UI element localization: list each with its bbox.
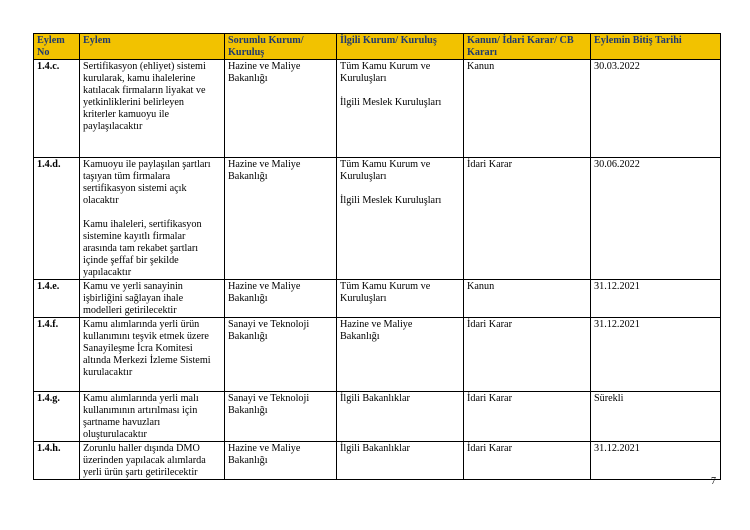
- table-header-row: [34, 34, 721, 60]
- cell-ilgili-kurum: [337, 318, 464, 392]
- cell-ilgili-kurum: [337, 280, 464, 318]
- cell-text-line: yetkinliklerini belirleyen: [83, 97, 184, 108]
- cell-text-line: Tüm Kamu Kurum ve: [340, 281, 431, 292]
- cell-text-line: taşıyan tüm firmalara: [83, 171, 171, 182]
- cell-sorumlu-kurum: [225, 60, 337, 158]
- table-row: [34, 392, 721, 442]
- cell-text: 1.4.d.: [37, 159, 61, 170]
- cell-text: 1.4.e.: [37, 281, 60, 292]
- cell-ilgili-kurum: [337, 392, 464, 442]
- cell-ilgili-kurum: [337, 60, 464, 158]
- cell-text-line: Sertifikasyon (ehliyet) sistemi: [83, 61, 206, 72]
- page-number: 7: [711, 476, 716, 487]
- cell-eylem-no: [34, 392, 80, 442]
- cell-text-line: modelleri getirilecektir: [83, 305, 177, 316]
- cell-text-line: İdari Karar: [467, 159, 512, 170]
- cell-text-line: Tüm Kamu Kurum ve: [340, 159, 431, 170]
- cell-text-line: Hazine ve Maliye: [228, 443, 301, 454]
- cell-text-line: Bakanlığı: [228, 171, 268, 182]
- cell-text-line: Hazine ve Maliye: [228, 61, 301, 72]
- cell-text-line: İdari Karar: [467, 393, 512, 404]
- cell-text: 1.4.f.: [37, 319, 59, 330]
- cell-text-line: İlgili Meslek Kuruluşları: [340, 195, 442, 206]
- cell-text-line: Bakanlığı: [228, 331, 268, 342]
- cell-text-line: Bakanlığı: [340, 331, 380, 342]
- cell-text-line: üzerinden yapılacak alımlarda: [83, 455, 206, 466]
- cell-eylem-no: [34, 318, 80, 392]
- cell-kanun-karar: [464, 60, 591, 158]
- cell-text-line: katılacak firmaların liyakat ve: [83, 85, 206, 96]
- cell-text-line: Bakanlığı: [228, 455, 268, 466]
- cell-text: 31.12.2021: [594, 281, 640, 292]
- cell-text-line: Sanayileşme İcra Komitesi: [83, 343, 193, 354]
- cell-text-line: Kamu ihaleleri, sertifikasyon: [83, 219, 202, 230]
- cell-sorumlu-kurum: [225, 442, 337, 480]
- cell-sorumlu-kurum: [225, 318, 337, 392]
- cell-bitis-tarihi: [591, 60, 721, 158]
- cell-eylem: [80, 442, 225, 480]
- cell-text-line: İdari Karar: [467, 443, 512, 454]
- cell-text-line: Kuruluşları: [340, 293, 387, 304]
- table-row: [34, 318, 721, 392]
- cell-ilgili-kurum: [337, 158, 464, 280]
- cell-bitis-tarihi: [591, 442, 721, 480]
- cell-text-line: Bakanlığı: [228, 73, 268, 84]
- cell-text-line: içinde şeffaf bir şekilde: [83, 255, 179, 266]
- cell-text-line: Kamu ve yerli sanayinin: [83, 281, 183, 292]
- cell-text-line: İdari Karar: [467, 319, 512, 330]
- cell-text-line: sertifikasyon sistemi açık: [83, 183, 187, 194]
- cell-text-line: Hazine ve Maliye: [228, 281, 301, 292]
- cell-text-line: işbirliğini sağlayan ihale: [83, 293, 184, 304]
- header-sorumlu-kurum: Sorumlu Kurum/ Kuruluş: [225, 34, 337, 60]
- cell-text-line: Kamu alımlarında yerli malı: [83, 393, 199, 404]
- cell-text-line: oluşturulacaktır: [83, 429, 147, 440]
- cell-eylem: [80, 318, 225, 392]
- action-plan-table: [33, 33, 721, 480]
- cell-text-line: Zorunlu haller dışında DMO: [83, 443, 200, 454]
- header-kanun-karar: Kanun/ İdari Karar/ CB Kararı: [464, 34, 591, 60]
- cell-bitis-tarihi: [591, 158, 721, 280]
- cell-text-line: İlgili Meslek Kuruluşları: [340, 97, 442, 108]
- cell-text-line: Bakanlığı: [228, 405, 268, 416]
- cell-eylem: [80, 392, 225, 442]
- cell-eylem: [80, 60, 225, 158]
- cell-text-line: arasında tam rekabet şartları: [83, 243, 199, 254]
- cell-text: 31.12.2021: [594, 443, 640, 454]
- cell-kanun-karar: [464, 158, 591, 280]
- cell-text: 1.4.h.: [37, 443, 61, 454]
- cell-eylem-no: [34, 442, 80, 480]
- cell-text-line: paylaşılacaktır: [83, 121, 143, 132]
- cell-text-line: Kamuoyu ile paylaşılan şartları: [83, 159, 211, 170]
- header-ilgili-kurum: İlgili Kurum/ Kuruluş: [337, 34, 464, 60]
- cell-text-line: yerli ürün şartı getirilecektir: [83, 467, 198, 478]
- cell-text-line: Hazine ve Maliye: [340, 319, 413, 330]
- cell-eylem-no: [34, 60, 80, 158]
- table-row: [34, 442, 721, 480]
- cell-sorumlu-kurum: [225, 392, 337, 442]
- cell-sorumlu-kurum: [225, 158, 337, 280]
- table-row: [34, 158, 721, 280]
- cell-bitis-tarihi: [591, 280, 721, 318]
- cell-text-line: Kamu alımlarında yerli ürün: [83, 319, 200, 330]
- header-bitis-tarihi: Eylemin Bitiş Tarihi: [591, 34, 721, 60]
- header-eylem-no: Eylem No: [34, 34, 80, 60]
- cell-text-line: Kanun: [467, 61, 495, 72]
- cell-eylem-no: [34, 280, 80, 318]
- cell-text: Sürekli: [594, 393, 624, 404]
- cell-kanun-karar: [464, 318, 591, 392]
- cell-text-line: Hazine ve Maliye: [228, 159, 301, 170]
- cell-text: 31.12.2021: [594, 319, 640, 330]
- header-eylem: Eylem: [80, 34, 225, 60]
- cell-kanun-karar: [464, 442, 591, 480]
- cell-text-line: Sanayi ve Teknoloji: [228, 319, 310, 330]
- cell-text-line: yapılacaktır: [83, 267, 132, 278]
- cell-text-line: kriterler kamuoyu ile: [83, 109, 169, 120]
- cell-text-line: sistemine kayıtlı firmalar: [83, 231, 186, 242]
- cell-bitis-tarihi: [591, 318, 721, 392]
- cell-text-line: Kanun: [467, 281, 495, 292]
- cell-text-line: kullanımını teşvik etmek üzere: [83, 331, 209, 342]
- cell-text-line: kurulacaktır: [83, 367, 133, 378]
- cell-text-line: İlgili Bakanlıklar: [340, 443, 410, 454]
- cell-eylem-no: [34, 158, 80, 280]
- cell-text-line: kurularak, kamu ihalelerine: [83, 73, 196, 84]
- cell-text-line: Kuruluşları: [340, 73, 387, 84]
- cell-text: 30.03.2022: [594, 61, 640, 72]
- cell-kanun-karar: [464, 392, 591, 442]
- cell-text-line: Bakanlığı: [228, 293, 268, 304]
- cell-text-line: Sanayi ve Teknoloji: [228, 393, 310, 404]
- cell-text-line: olacaktır: [83, 195, 119, 206]
- table-row: [34, 280, 721, 318]
- cell-eylem: [80, 158, 225, 280]
- cell-text: 30.06.2022: [594, 159, 640, 170]
- cell-sorumlu-kurum: [225, 280, 337, 318]
- cell-text: 1.4.g.: [37, 393, 60, 404]
- cell-eylem: [80, 280, 225, 318]
- cell-text-line: kullanımının artırılması için: [83, 405, 198, 416]
- cell-text-line: Tüm Kamu Kurum ve: [340, 61, 431, 72]
- cell-text: 1.4.c.: [37, 61, 60, 72]
- table-row: [34, 60, 721, 158]
- cell-bitis-tarihi: [591, 392, 721, 442]
- cell-text-line: Kuruluşları: [340, 171, 387, 182]
- cell-text-line: altında Merkezi İzleme Sistemi: [83, 355, 211, 366]
- cell-kanun-karar: [464, 280, 591, 318]
- cell-text-line: şartname havuzları: [83, 417, 161, 428]
- cell-text-line: İlgili Bakanlıklar: [340, 393, 410, 404]
- cell-ilgili-kurum: [337, 442, 464, 480]
